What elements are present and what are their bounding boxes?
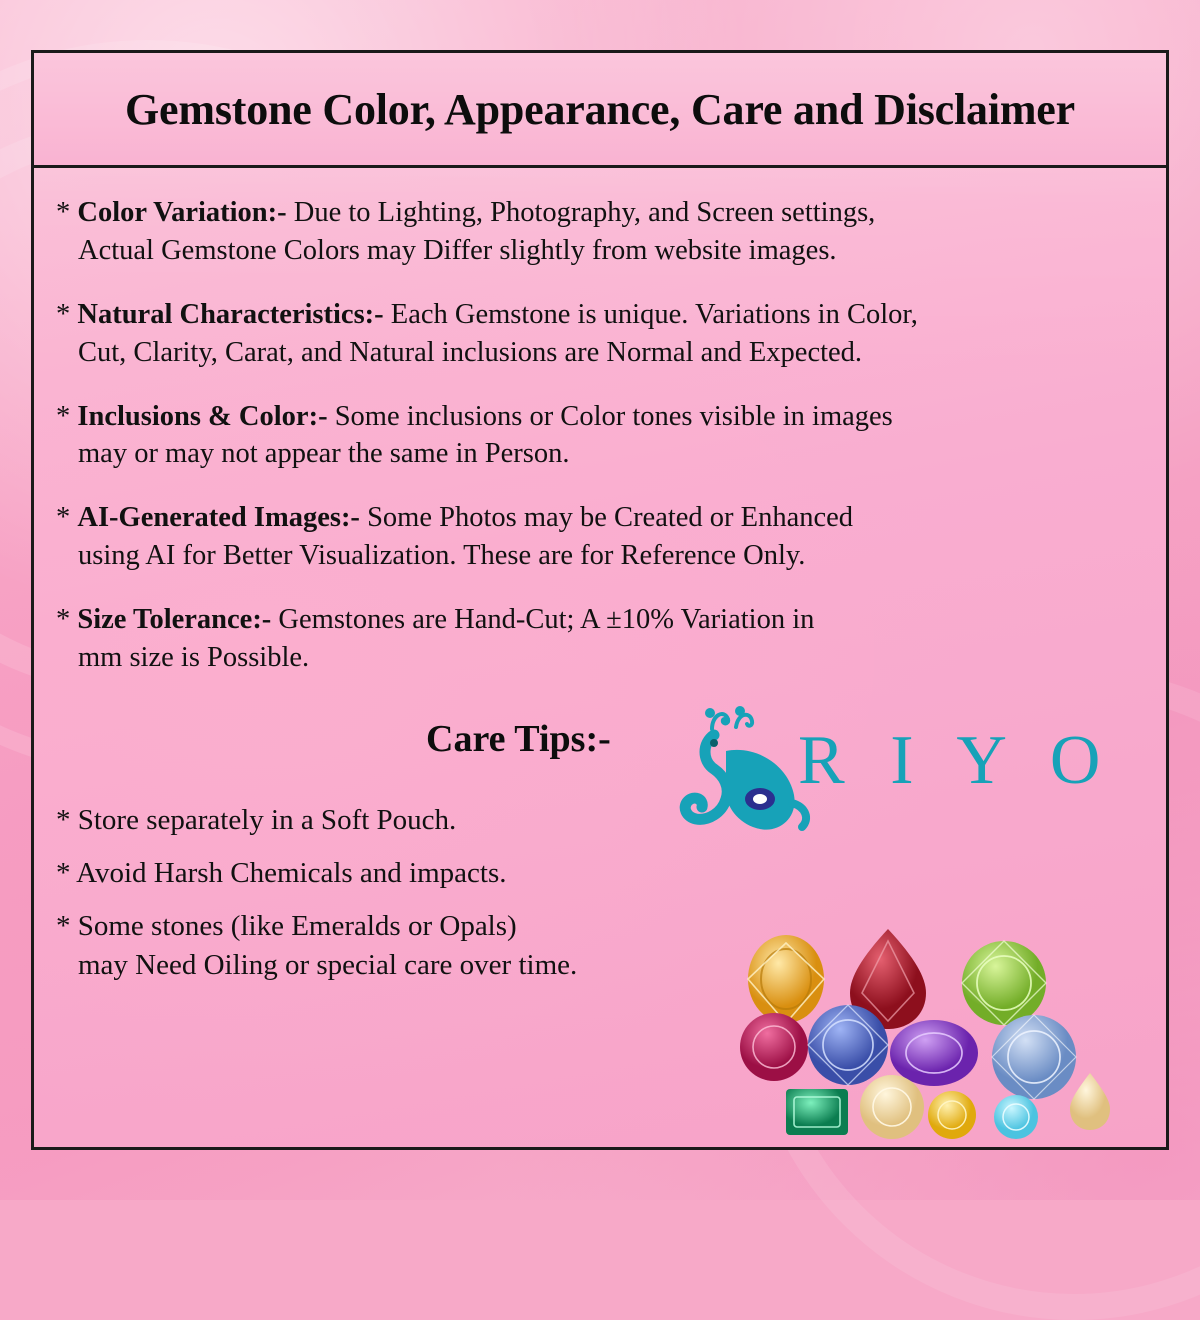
list-item — [56, 296, 1138, 372]
list-item-text: Some inclusions or Color tones visible in images — [327, 400, 893, 432]
brand-name: R I Y O — [798, 721, 1115, 799]
gemstone-cluster-image — [738, 921, 1158, 1141]
bullet-star: * — [56, 502, 71, 534]
gem-tanzanite-round — [992, 1015, 1076, 1099]
list-item-lead: Color Variation:- — [77, 197, 287, 228]
list-item-lead: Size Tolerance:- — [77, 604, 272, 636]
list-item — [56, 601, 1138, 677]
list-item-text: Gemstones are Hand-Cut; A ±10% Variation in — [271, 604, 815, 636]
title-bar — [34, 53, 1166, 168]
list-item-text-second-line: may or may not appear the same in Person. — [78, 438, 570, 470]
gem-emerald-cut-green — [786, 1089, 848, 1135]
list-item-text-second-line: mm size is Possible. — [78, 642, 310, 674]
gem-amethyst-oval — [890, 1020, 978, 1086]
disclaimer-card — [31, 50, 1169, 1150]
bullet-star: * — [56, 400, 71, 432]
list-item-text: Due to Lighting, Photography, and Screen settings, — [286, 197, 876, 228]
list-item-text: Each Gemstone is unique. Variations in Color, — [383, 298, 918, 330]
bullet-star: * — [56, 857, 71, 890]
bullet-star: * — [56, 910, 71, 943]
gem-champagne-round — [860, 1075, 924, 1139]
bullet-star: * — [56, 197, 71, 228]
care-tips-header-row — [56, 703, 1138, 799]
list-item-text: Some Photos may be Created or Enhanced — [359, 502, 854, 534]
bullet-star: * — [56, 298, 71, 330]
gem-citrine-oval — [748, 935, 824, 1023]
care-tips-title: Care Tips:- — [426, 717, 611, 760]
care-tip-text: Avoid Harsh Chemicals and impacts. — [76, 857, 507, 890]
list-item — [56, 194, 1138, 270]
care-tip-text: Some stones (like Emeralds or Opals) — [77, 910, 517, 943]
list-item-text-second-line: Cut, Clarity, Carat, and Natural inclusions are Normal and Expected. — [78, 336, 863, 368]
gem-aquamarine-round — [994, 1095, 1038, 1139]
list-item — [56, 499, 1138, 575]
page-title: Gemstone Color, Appearance, Care and Disclaimer — [125, 84, 1075, 134]
list-item — [56, 854, 1138, 893]
bullet-star: * — [56, 803, 71, 836]
gem-iolite-round — [808, 1005, 888, 1085]
gem-rhodolite-round — [740, 1013, 808, 1081]
list-item — [56, 398, 1138, 474]
list-item-lead: Natural Characteristics:- — [77, 298, 384, 330]
gem-champagne-pear — [1070, 1073, 1110, 1130]
care-tip-text: Store separately in a Soft Pouch. — [77, 803, 457, 836]
gem-peridot-round — [962, 941, 1046, 1025]
content-area — [34, 168, 1166, 985]
gem-yellow-round — [928, 1091, 976, 1139]
list-item-text-second-line: using AI for Better Visualization. These are for Reference Only. — [78, 540, 806, 572]
bullet-star: * — [56, 604, 71, 636]
list-item — [56, 801, 1138, 840]
list-item-lead: Inclusions & Color:- — [77, 400, 328, 432]
list-item-lead: AI-Generated Images:- — [77, 502, 360, 534]
list-item-text-second-line: Actual Gemstone Colors may Differ slightly from website images. — [78, 234, 837, 266]
care-tip-text-second-line: may Need Oiling or special care over time. — [78, 949, 578, 982]
